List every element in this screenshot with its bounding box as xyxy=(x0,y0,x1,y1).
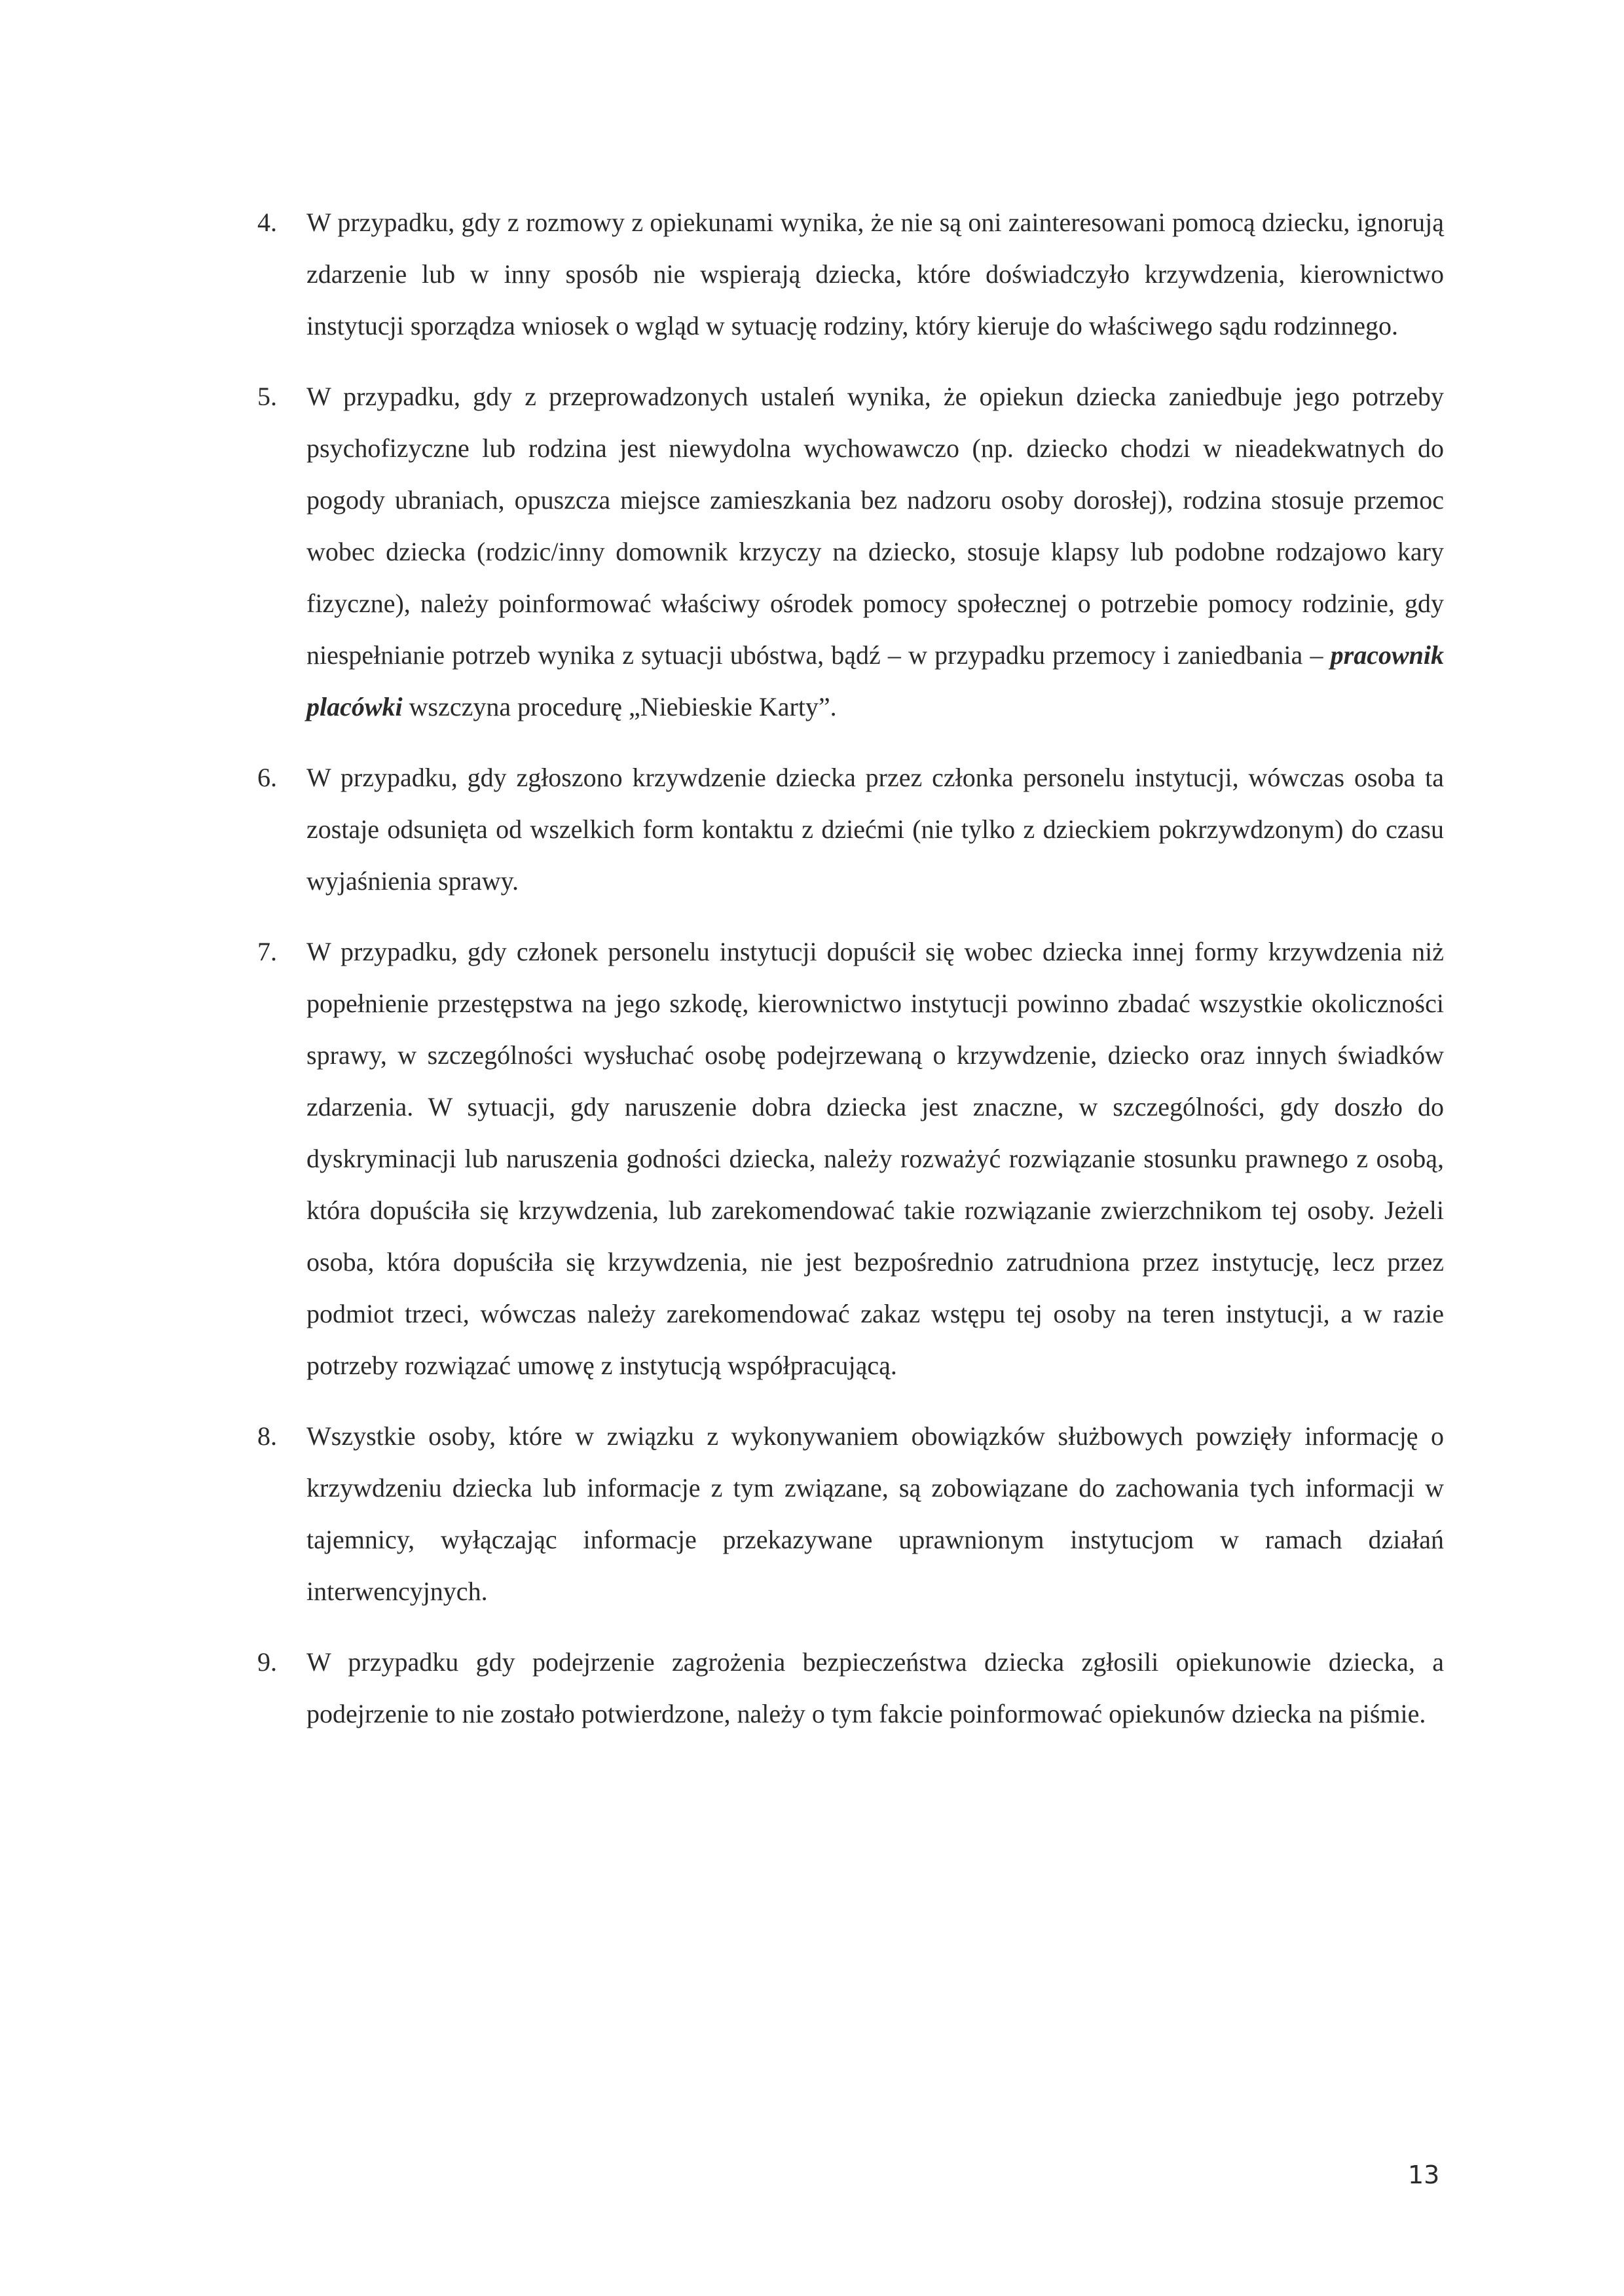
item-number: 4. xyxy=(257,208,277,237)
item-text: Wszystkie osoby, które w związku z wykonywaniem obowiązków służbowych powzięły informację o krzywdzeniu dziecka lub informacje z tym związane, są zobowiązane do zachowania tych informacji w tajemnicy, wyłączając informacje przekazywane uprawnionym instytucjom w ramach działań interwencyjnych. xyxy=(306,1421,1444,1606)
item-number: 7. xyxy=(257,937,277,966)
item-number: 9. xyxy=(257,1647,277,1677)
page-number: 13 xyxy=(1408,2160,1440,2189)
item-text: W przypadku, gdy zgłoszono krzywdzenie dziecka przez członka personelu instytucji, wówczas osoba ta zostaje odsunięta od wszelkich form kontaktu z dziećmi (nie tylko z dzieckiem pokrzywdzonym) do czasu wyjaśnienia sprawy. xyxy=(306,763,1444,896)
list-item xyxy=(257,1636,1444,1740)
list-item xyxy=(257,1410,1444,1617)
item-text-before: W przypadku, gdy z przeprowadzonych ustaleń wynika, że opiekun dziecka zaniedbuje jego potrzeby psychofizyczne lub rodzina jest niewydolna wychowawczo (np. dziecko chodzi w nieadekwatnych do pogody ubraniach, opuszcza miejsce zamieszkania bez nadzoru osoby dorosłej), rodzina stosuje przemoc wobec dziecka (rodzic/inny domownik krzyczy na dziecko, stosuje klapsy lub podobne rodzajowo kary fizyczne), należy poinformować właściwy ośrodek pomocy społecznej o potrzebie pomocy rodzinie, gdy niespełnianie potrzeb wynika z sytuacji ubóstwa, bądź – w przypadku przemocy i zaniedbania – xyxy=(306,382,1444,670)
list-item xyxy=(257,196,1444,352)
emphasized-text: pracownik placówki xyxy=(306,640,1444,721)
item-text xyxy=(306,371,1444,733)
item-text: W przypadku, gdy z rozmowy z opiekunami wynika, że nie są oni zainteresowani pomocą dziecku, ignorują zdarzenie lub w inny sposób nie wspierają dziecka, które doświadczyło krzywdzenia, kierownictwo instytucji sporządza wniosek o wgląd w sytuację rodziny, który kieruje do właściwego sądu rodzinnego. xyxy=(306,208,1444,340)
item-number: 8. xyxy=(257,1421,277,1451)
procedure-list xyxy=(257,196,1444,1758)
list-item xyxy=(257,926,1444,1391)
item-text-after: wszczyna procedurę „Niebieskie Karty”. xyxy=(402,692,837,721)
item-text: W przypadku, gdy członek personelu instytucji dopuścił się wobec dziecka innej formy krzywdzenia niż popełnienie przestępstwa na jego szkodę, kierownictwo instytucji powinno zbadać wszystkie okoliczności sprawy, w szczególności wysłuchać osobę podejrzewaną o krzywdzenie, dziecko oraz innych świadków zdarzenia. W sytuacji, gdy naruszenie dobra dziecka jest znaczne, w szczególności, gdy doszło do dyskryminacji lub naruszenia godności dziecka, należy rozważyć rozwiązanie stosunku prawnego z osobą, która dopuściła się krzywdzenia, lub zarekomendować takie rozwiązanie zwierzchnikom tej osoby. Jeżeli osoba, która dopuściła się krzywdzenia, nie jest bezpośrednio zatrudniona przez instytucję, lecz przez podmiot trzeci, wówczas należy zarekomendować zakaz wstępu tej osoby na teren instytucji, a w razie potrzeby rozwiązać umowę z instytucją współpracującą. xyxy=(306,937,1444,1380)
list-item xyxy=(257,752,1444,907)
item-text: W przypadku gdy podejrzenie zagrożenia bezpieczeństwa dziecka zgłosili opiekunowie dziecka, a podejrzenie to nie zostało potwierdzone, należy o tym fakcie poinformować opiekunów dziecka na piśmie. xyxy=(306,1647,1444,1728)
item-number: 5. xyxy=(257,382,277,411)
list-item xyxy=(257,371,1444,733)
item-number: 6. xyxy=(257,763,277,792)
